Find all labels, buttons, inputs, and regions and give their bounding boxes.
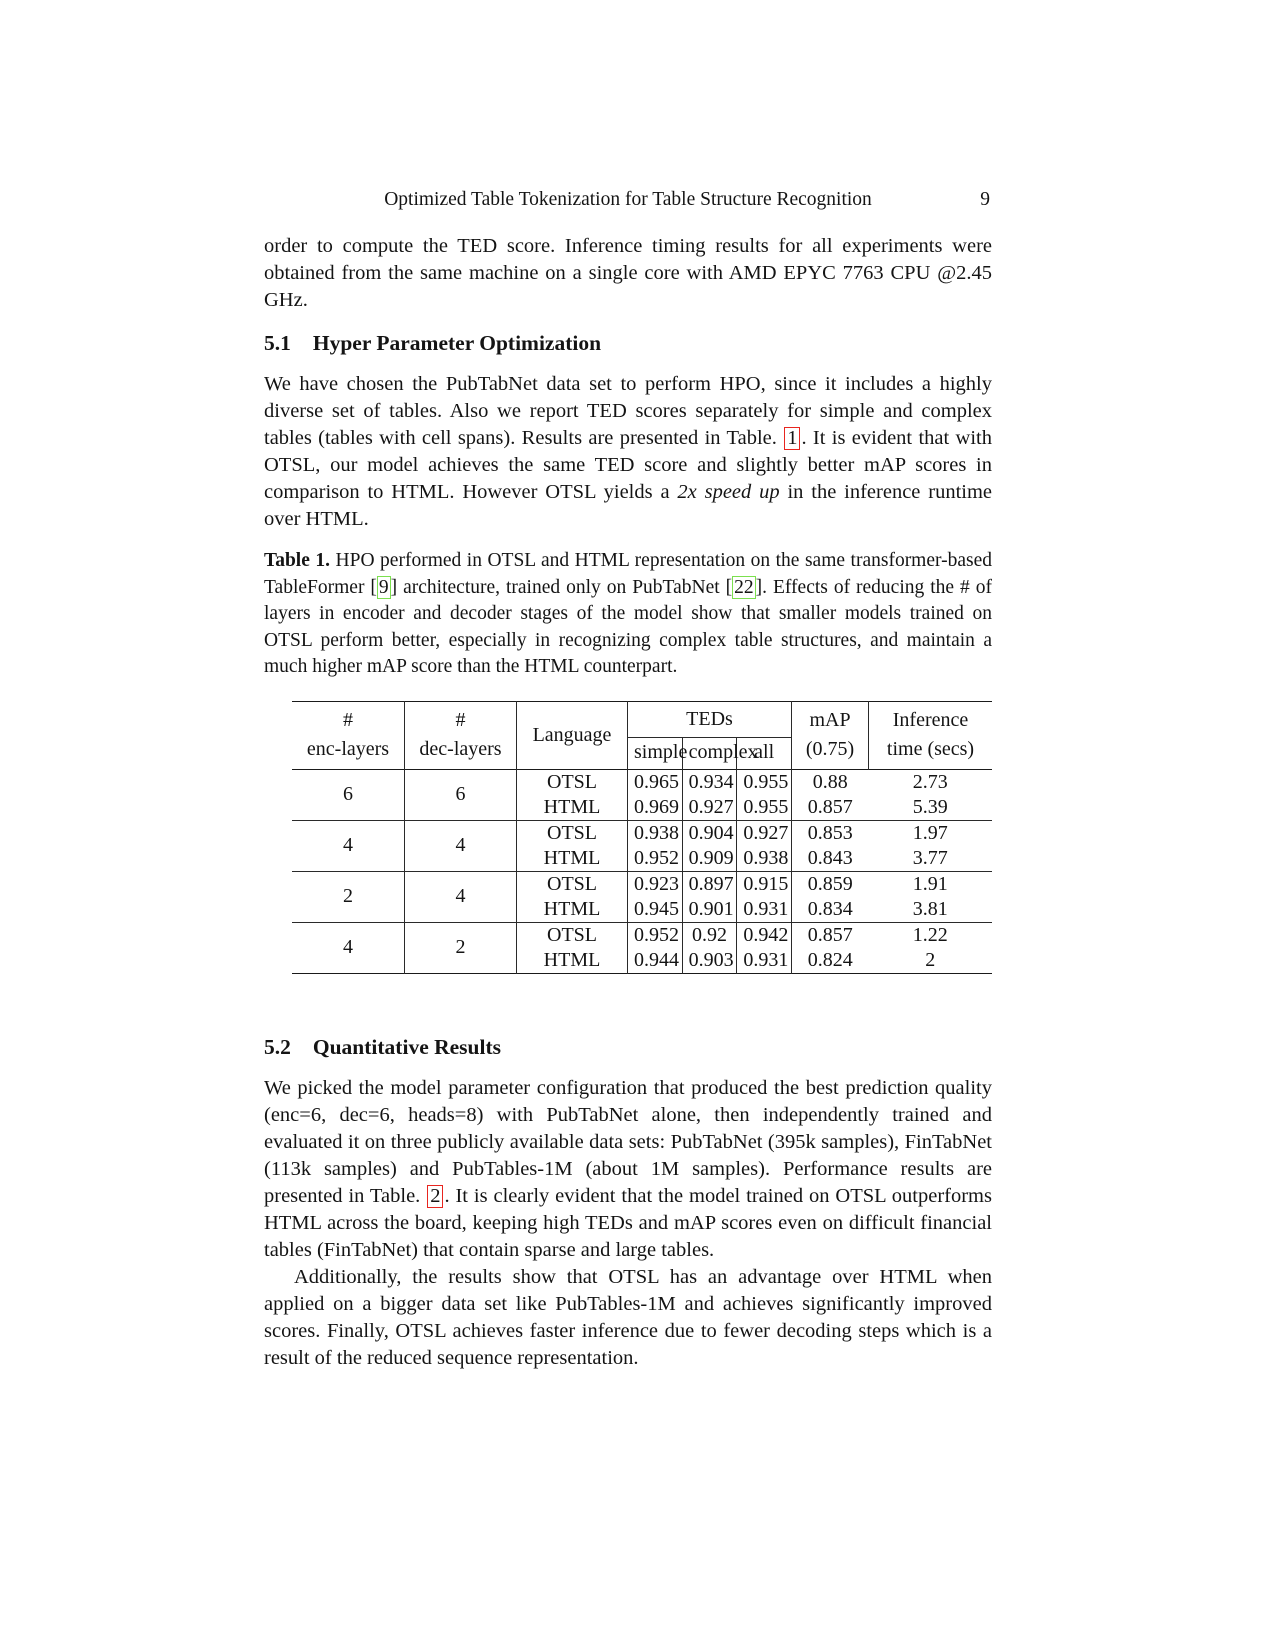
section-number: 5.2 — [264, 1034, 291, 1059]
table-row-group — [292, 820, 992, 871]
table-2-ref-link[interactable]: 2 — [427, 1185, 443, 1208]
cell-all: 0.938 — [737, 846, 792, 872]
header-text: mAP — [809, 709, 851, 731]
paragraph-text: We picked the model parameter configuration that produced the best prediction quality (enc=6, dec=6, heads=8) with PubTabNet alone, then independently trained and evaluated it on three publicly available data sets: PubTabNet (395k samples), FinTabNet (113k samples) and PubTables-1M (about 1M samples). Performance results are presented in Table. — [264, 1076, 992, 1207]
header-map — [792, 701, 869, 769]
header-teds-simple: simple — [628, 737, 683, 769]
header-enc-layers — [292, 701, 405, 769]
table-row-group — [292, 871, 992, 922]
section-5-2-paragraph-1 — [264, 1075, 992, 1264]
cell-lang: OTSL — [517, 922, 628, 948]
caption-text: [ — [370, 576, 377, 598]
intro-text: order to compute the TED score. Inference timing results for all experiments were obtained from the same machine on a single core with AMD EPYC 7763 CPU @2.45 GHz. — [264, 235, 992, 311]
section-title: Hyper Parameter Optimization — [312, 331, 602, 355]
cell-map: 0.853 — [792, 820, 869, 846]
cell-simple: 0.965 — [628, 769, 683, 795]
cell-all: 0.931 — [737, 948, 792, 974]
cell-complex: 0.909 — [682, 846, 737, 872]
cell-map: 0.834 — [792, 897, 869, 923]
cell-lang: HTML — [517, 897, 628, 923]
section-heading-5-2 — [264, 1034, 992, 1061]
header-teds-all: all — [737, 737, 792, 769]
caption-text: . Effects of reducing the # of layers in encoder and decoder stages of the model show that smaller models trained on OTSL perform better, especially in recognizing complex table structures, and maintain a much higher mAP score than the HTML counterpart. — [264, 576, 992, 677]
cell-time: 3.81 — [912, 897, 948, 920]
citation-22-link[interactable]: 22 — [734, 576, 754, 598]
cell-all: 0.931 — [737, 897, 792, 923]
cell-complex: 0.927 — [682, 795, 737, 821]
cell-simple: 0.938 — [628, 820, 683, 846]
cell-map: 0.859 — [792, 871, 869, 897]
table-row-group — [292, 769, 992, 820]
caption-text: ] — [755, 576, 763, 598]
cell-all: 0.955 — [737, 795, 792, 821]
cell-enc-layers: 6 — [343, 783, 353, 805]
cell-all: 0.955 — [737, 769, 792, 795]
header-text: time (secs) — [886, 738, 975, 760]
cell-complex: 0.897 — [682, 871, 737, 897]
cell-simple: 0.945 — [628, 897, 683, 923]
header-text: # — [455, 709, 466, 731]
cell-time: 1.22 — [912, 923, 948, 946]
header-text: dec-layers — [419, 738, 502, 760]
header-teds: TEDs — [628, 701, 792, 737]
cell-map: 0.824 — [792, 948, 869, 974]
cell-complex: 0.901 — [682, 897, 737, 923]
citation-9-link[interactable]: 9 — [378, 576, 389, 598]
cell-map: 0.857 — [792, 795, 869, 821]
cell-lang: HTML — [517, 948, 628, 974]
header-text: enc-layers — [306, 738, 390, 760]
caption-label: Table 1. — [264, 550, 331, 571]
paragraph-text: . It is clearly evident that the model trained on OTSL outperforms HTML across the board, keeping high TEDs and mAP scores even on difficult financial tables (FinTabNet) that contain sparse and large tables. — [264, 1184, 992, 1261]
section-5-1-paragraph — [264, 371, 992, 533]
cell-complex: 0.903 — [682, 948, 737, 974]
cell-time: 1.97 — [912, 821, 948, 844]
header-dec-layers — [405, 701, 517, 769]
cell-time: 2.73 — [912, 770, 948, 793]
paragraph-text: We have chosen the PubTabNet data set to perform HPO, since it includes a highly diverse set of tables. Also we report TED scores separately for simple and complex tables (tables with cell spans). Results are presented in Table. — [264, 373, 992, 449]
cell-map: 0.857 — [792, 922, 869, 948]
cell-time: 2 — [925, 948, 936, 971]
cell-time: 5.39 — [912, 795, 948, 818]
cell-enc-layers: 4 — [343, 834, 353, 856]
table-row — [292, 769, 992, 795]
section-title: Quantitative Results — [312, 1034, 501, 1059]
section-number: 5.1 — [264, 331, 291, 355]
cell-simple: 0.923 — [628, 871, 683, 897]
header-teds-complex: complex — [682, 737, 737, 769]
cell-lang: OTSL — [517, 769, 628, 795]
table-row — [292, 922, 992, 948]
header-language: Language — [517, 701, 628, 769]
section-heading-5-1 — [264, 330, 992, 357]
header-text: (0.75) — [805, 738, 855, 760]
cell-all: 0.942 — [737, 922, 792, 948]
caption-text: [ — [725, 576, 733, 598]
cell-time: 1.91 — [912, 872, 948, 895]
caption-text: ] — [390, 576, 398, 598]
cell-simple: 0.944 — [628, 948, 683, 974]
cell-time: 3.77 — [912, 846, 948, 869]
caption-text: HPO performed in OTSL and HTML representation on the same transformer-based TableFormer — [264, 550, 993, 598]
cell-simple: 0.952 — [628, 922, 683, 948]
page-number: 9 — [980, 189, 990, 210]
cell-lang: HTML — [517, 795, 628, 821]
cell-lang: OTSL — [517, 871, 628, 897]
cell-all: 0.927 — [737, 820, 792, 846]
cell-lang: OTSL — [517, 820, 628, 846]
cell-dec-layers: 4 — [405, 871, 517, 922]
page-content — [264, 186, 992, 1372]
cell-dec-layers: 6 — [405, 769, 517, 820]
cell-complex: 0.92 — [682, 922, 737, 948]
paragraph-text: in the inference runtime over HTML. — [264, 481, 993, 530]
header-text: # — [343, 709, 353, 731]
header-text: Inference — [892, 709, 969, 731]
cell-dec-layers: 4 — [405, 820, 517, 871]
table-row — [292, 820, 992, 846]
table-row — [292, 871, 992, 897]
cell-simple: 0.952 — [628, 846, 683, 872]
section-5-2-paragraph-2 — [264, 1264, 992, 1372]
intro-paragraph — [264, 233, 992, 314]
hpo-table-header — [292, 701, 992, 769]
hpo-table — [292, 701, 992, 974]
cell-enc-layers: 2 — [343, 885, 353, 907]
cell-dec-layers: 2 — [405, 922, 517, 973]
cell-complex: 0.904 — [682, 820, 737, 846]
table-1-caption — [264, 548, 992, 681]
emphasized-text: 2x speed up — [677, 481, 780, 503]
table-1-ref-link[interactable]: 1 — [784, 427, 800, 450]
table-row-group — [292, 922, 992, 973]
cell-simple: 0.969 — [628, 795, 683, 821]
paragraph-text: Additionally, the results show that OTSL has an advantage over HTML when applied on a bigger data set like PubTables-1M and achieves significantly improved scores. Finally, OTSL achieves faster inference due to fewer decoding steps which is a result of the reduced sequence representation. — [264, 1265, 992, 1369]
running-head — [264, 186, 992, 213]
running-head-title: Optimized Table Tokenization for Table Structure Recognition — [384, 189, 872, 210]
table-1-container — [292, 701, 992, 974]
cell-lang: HTML — [517, 846, 628, 872]
cell-complex: 0.934 — [682, 769, 737, 795]
paragraph-text: . It is evident that with OTSL, our model achieves the same TED score and slightly better mAP scores in comparison to HTML. However OTSL yields a — [264, 427, 992, 503]
caption-text: architecture, trained only on PubTabNet — [397, 576, 726, 598]
cell-enc-layers: 4 — [343, 936, 353, 958]
cell-all: 0.915 — [737, 871, 792, 897]
header-inference-time — [869, 701, 993, 769]
cell-map: 0.843 — [792, 846, 869, 872]
cell-map: 0.88 — [792, 769, 869, 795]
